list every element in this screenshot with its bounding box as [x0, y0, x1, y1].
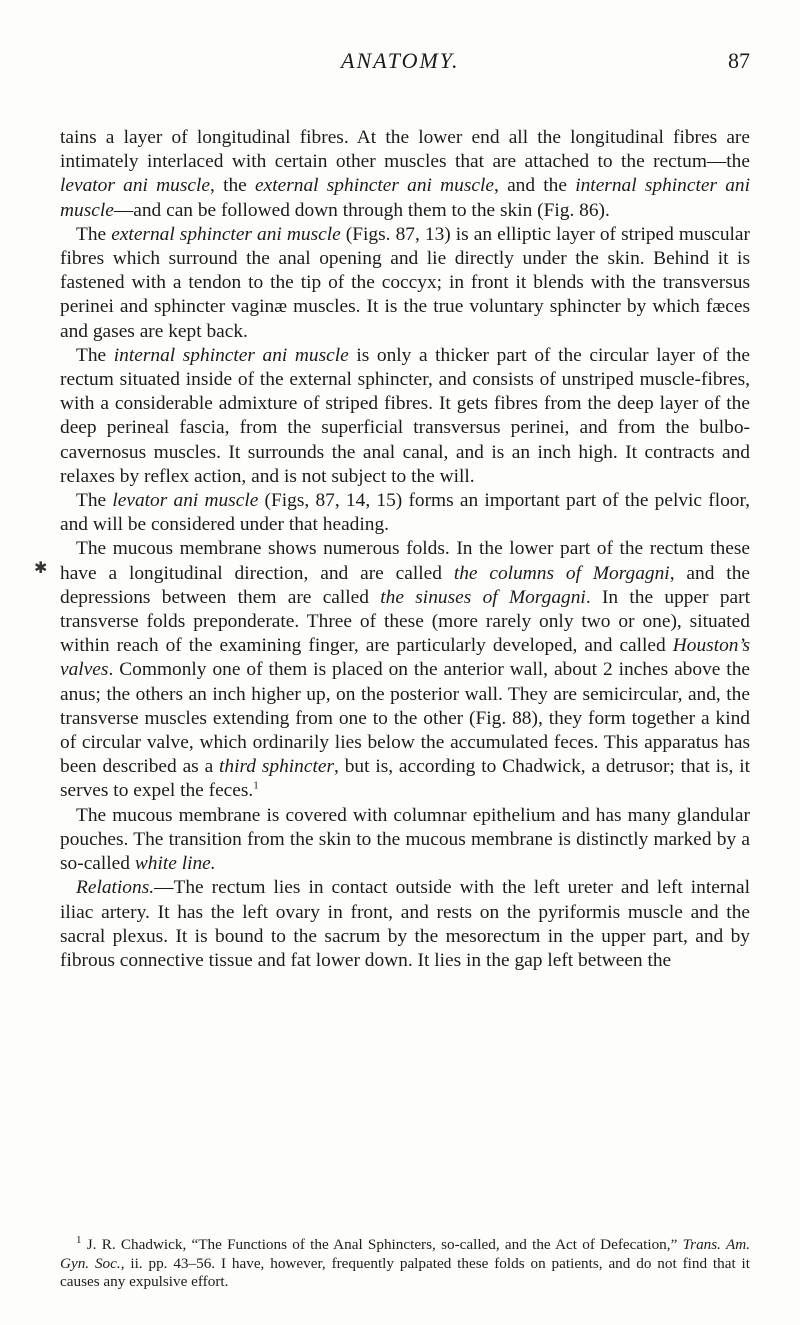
text-run: , the: [210, 175, 255, 197]
text-run: —The rectum lies in contact outside with the left ureter and left internal iliac artery. It has the left ovary in front, and rests on the pyriformis muscle and the sacral plexus. It is bound to the sacrum by the mesorectum in the upper part, and by fibrous connective tissue and fat lower down. It lies in the gap left between the: [60, 877, 750, 971]
italic-term: external sphincter ani muscle: [111, 223, 341, 245]
italic-term: levator ani muscle: [112, 490, 259, 512]
text-run: . In the upper part transverse folds preponderate. Three of these (more rarely only two or one), situated within reach of the examining finger, are particularly developed, and called: [60, 586, 750, 657]
italic-term: levator ani muscle: [60, 175, 210, 197]
paragraph: [60, 126, 750, 223]
italic-term: the sinuses of Morgagni: [380, 586, 586, 608]
text-run: The: [76, 223, 112, 245]
paragraph: [60, 537, 750, 803]
page-number: 87: [728, 48, 750, 73]
italic-term: internal sphincter ani muscle: [60, 175, 751, 221]
text-run: The: [76, 344, 114, 366]
text-run: The: [76, 490, 113, 512]
footnote-marker: 1: [253, 780, 259, 793]
text-run: . Commonly one of them is placed on the anterior wall, about 2 inches above the anus; the others an inch higher up, on the posterior wall. They are semicircular, and, the transverse muscles extending from one to the other (Fig. 88), they form together a kind of circular valve, which ordinarily lies below the accumulated feces. This apparatus has been described as a: [60, 659, 750, 778]
paragraph: [60, 344, 750, 489]
text-run: (Figs, 87, 14, 15) forms an important part of the pelvic floor, and will be considered under that heading.: [60, 490, 750, 536]
italic-term: third sphincter: [219, 756, 335, 778]
margin-mark-icon: ✱: [34, 560, 48, 577]
text-run: (Figs. 87, 13) is an elliptic layer of striped muscular fibres which surround the anal opening and lie directly under the skin. Behind it is fastened with a tendon to the tip of the coccyx; in front it blends with the transversus perinei and sphincter vaginæ muscles. It is the true voluntary sphincter by which fæces and gases are kept back.: [60, 223, 750, 342]
italic-term: Trans. Am. Gyn. Soc.: [60, 1236, 750, 1272]
text-run: , ii. pp. 43–56. I have, however, frequently palpated these folds on patients, and do not find that it causes any expulsive effort.: [60, 1254, 750, 1291]
text-run: , and the depressions between them are called: [60, 562, 750, 608]
footnote-text: [60, 1233, 750, 1292]
italic-term: white line.: [134, 853, 216, 875]
italic-term: internal sphincter ani muscle: [113, 344, 349, 366]
footnote-marker: 1: [76, 1233, 82, 1246]
italic-term: the columns of Morgagni: [453, 562, 670, 584]
text-run: , and the: [494, 175, 576, 197]
body-text: [60, 126, 750, 973]
paragraph: [60, 876, 750, 973]
page-header: [60, 48, 750, 78]
text-run: —and can be followed down through them to the skin (Fig. 86).: [113, 199, 610, 221]
footnote: [60, 1233, 750, 1292]
text-run: is only a thicker part of the circular layer of the rectum situated inside of the external sphincter, and consists of unstriped muscle-fibres, with a considerable admixture of striped fibres. It gets fibres from the deep layer of the deep perineal fascia, from the superficial transversus perinei, and from the bulbo-cavernosus muscles. It surrounds the anal canal, and is an inch high. It contracts and relaxes by reflex action, and is not subject to the will.: [60, 344, 750, 487]
running-head: ANATOMY.: [341, 48, 460, 73]
text-run: tains a layer of longitudinal fibres. At the lower end all the longitudinal fibres are intimately interlaced with certain other muscles that are attached to the rectum—the: [60, 127, 750, 173]
italic-term: Houston’s valves: [60, 635, 750, 681]
text-run: J. R. Chadwick, “The Functions of the Anal Sphincters, so-called, and the Act of Defecation,”: [81, 1236, 683, 1253]
text-run: , but is, according to Chadwick, a detrusor; that is, it serves to expel the feces.: [60, 756, 750, 802]
paragraph: [60, 489, 750, 537]
text-run: The mucous membrane shows numerous folds. In the lower part of the rectum these have a longitudinal direction, and are called: [60, 538, 750, 584]
italic-term: external sphincter ani muscle: [255, 175, 494, 197]
text-run: The mucous membrane is covered with columnar epithelium and has many glandular pouches. The transition from the skin to the mucous membrane is distinctly marked by a so-called: [60, 804, 750, 875]
paragraph: [60, 223, 750, 344]
italic-term: Relations.: [76, 877, 155, 899]
paragraph: [60, 804, 750, 877]
